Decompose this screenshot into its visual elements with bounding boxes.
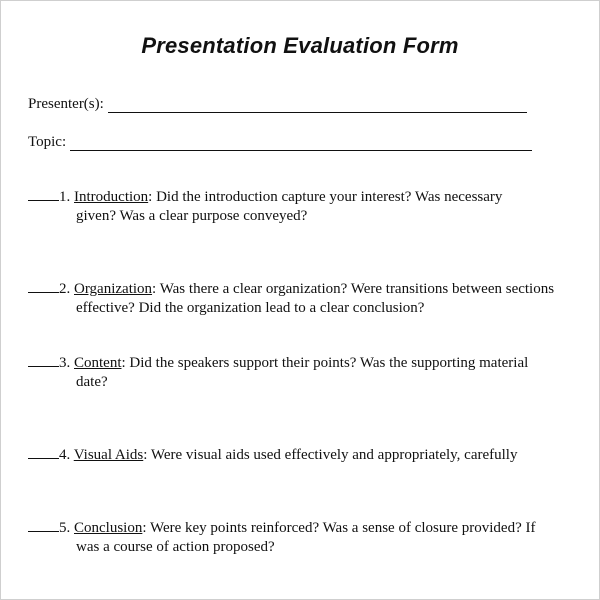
question-number: 2. [59,281,71,297]
question-conclusion [28,517,588,557]
question-continuation: date? [76,374,108,390]
topic-input-line[interactable] [70,134,532,151]
question-text: : Was there a clear organization? Were transitions between sections [152,281,555,297]
question-number: 3. [59,355,71,371]
score-blank[interactable] [28,278,59,293]
presenter-input-line[interactable] [108,96,527,113]
score-blank[interactable] [28,186,59,201]
question-number: 1. [59,189,71,205]
question-number: 4. [59,447,71,463]
question-content [28,352,588,392]
question-heading: Conclusion [74,520,143,536]
topic-field [28,131,532,151]
form-title: Presentation Evaluation Form [141,33,459,58]
score-blank[interactable] [28,352,59,367]
presenter-field [28,93,527,113]
topic-label: Topic: [28,134,67,150]
question-text: : Did the introduction capture your interest? Was necessary [148,189,503,205]
question-text: : Were visual aids used effectively and appropriately, carefully [143,447,518,463]
question-organization [28,278,588,318]
score-blank[interactable] [28,517,59,532]
question-text: : Were key points reinforced? Was a sense of closure provided? If [142,520,536,536]
question-heading: Visual Aids [73,447,144,463]
presenter-label: Presenter(s): [28,96,104,112]
question-visual-aids [28,444,588,465]
question-heading: Organization [74,281,153,297]
question-continuation: was a course of action proposed? [76,539,275,555]
question-continuation: given? Was a clear purpose conveyed? [76,208,308,224]
question-text: : Did the speakers support their points? Was the supporting material [121,355,529,371]
question-continuation: effective? Did the organization lead to a clear conclusion? [76,300,425,316]
question-introduction [28,186,588,226]
question-heading: Introduction [74,189,149,205]
score-blank[interactable] [28,444,59,459]
question-number: 5. [59,520,71,536]
question-heading: Content [74,355,122,371]
